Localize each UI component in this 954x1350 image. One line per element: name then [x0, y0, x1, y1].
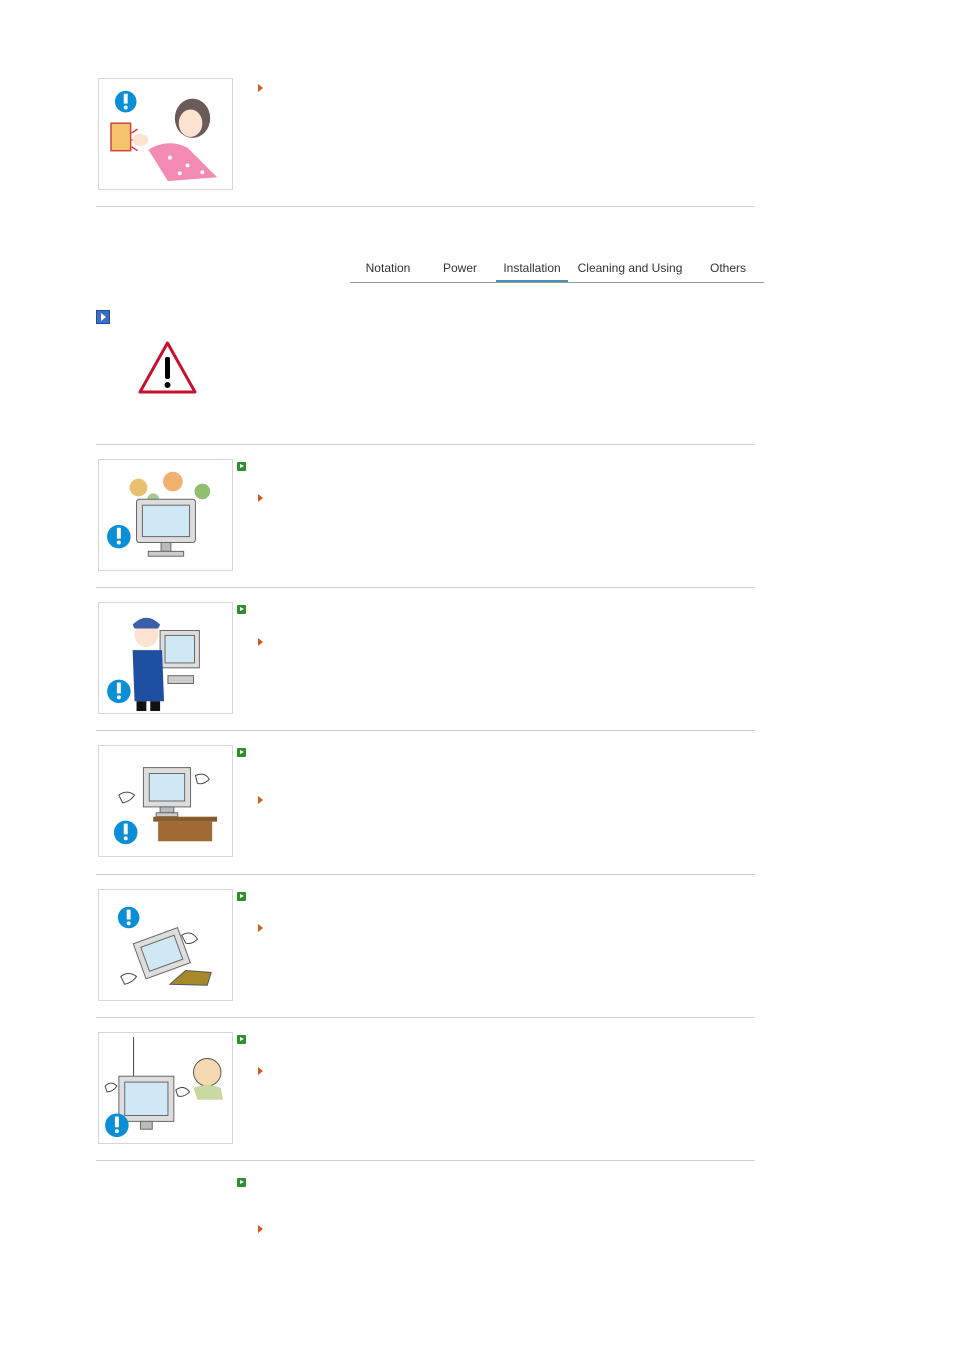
- tab-power[interactable]: Power: [442, 261, 477, 275]
- green-arrow-icon: [237, 1178, 246, 1187]
- divider: [96, 1160, 755, 1161]
- illustration-man-carrying-monitor: [98, 602, 233, 714]
- red-arrow-icon: [258, 796, 263, 804]
- warning-triangle-icon: [137, 340, 198, 395]
- green-arrow-icon: [237, 605, 246, 614]
- red-arrow-icon: [258, 84, 263, 92]
- green-arrow-icon: [237, 1035, 246, 1044]
- tab-cleaning-and-using[interactable]: Cleaning and Using: [577, 261, 683, 275]
- divider: [96, 874, 755, 875]
- red-arrow-icon: [258, 924, 263, 932]
- tab-notation[interactable]: Notation: [365, 261, 411, 275]
- green-arrow-icon: [237, 892, 246, 901]
- illustration-monitor-tipping: [98, 889, 233, 1001]
- red-arrow-icon: [258, 1067, 263, 1075]
- divider: [96, 587, 755, 588]
- illustration-baby-and-monitor: [98, 1032, 233, 1144]
- red-arrow-icon: [258, 494, 263, 502]
- tab-others[interactable]: Others: [709, 261, 746, 275]
- green-arrow-icon: [237, 748, 246, 757]
- green-arrow-icon: [237, 462, 246, 471]
- tab-installation[interactable]: Installation: [496, 256, 568, 282]
- section-tabs: [350, 256, 764, 283]
- divider: [96, 206, 755, 207]
- divider: [96, 1017, 755, 1018]
- red-arrow-icon: [258, 1225, 263, 1233]
- divider: [96, 730, 755, 731]
- illustration-woman-unplugging: [98, 78, 233, 190]
- illustration-monitor-dust: [98, 459, 233, 571]
- illustration-monitor-on-table: [98, 745, 233, 857]
- divider: [96, 444, 755, 445]
- play-arrow-icon: [96, 310, 110, 324]
- red-arrow-icon: [258, 638, 263, 646]
